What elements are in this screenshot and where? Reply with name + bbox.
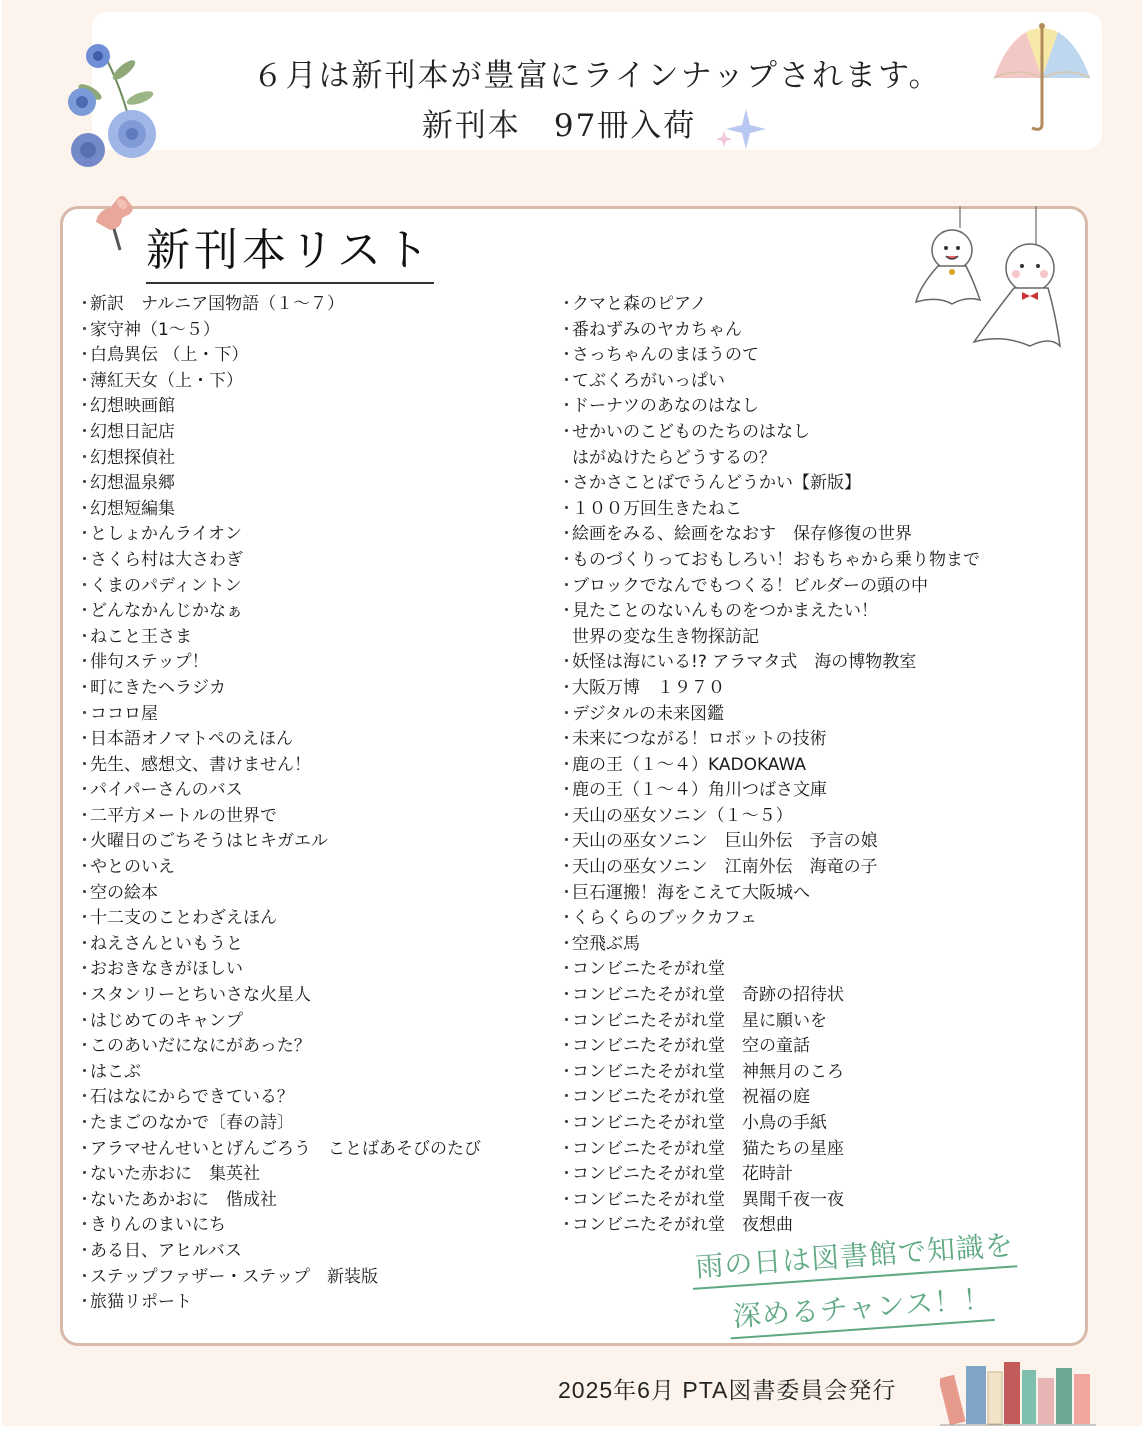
book-title: パイパーさんのバス [90,780,243,801]
issuer-footer: 2025年6月 PTA図書委員会発行 [558,1377,897,1403]
book-list-item [558,1111,1048,1137]
book-title: どんなかんじかなぁ [90,601,243,622]
list-bullet: ・ [76,1113,93,1133]
book-list-item [76,778,546,804]
book-list-item [558,522,1048,548]
book-list-item [558,1009,1048,1035]
book-title: コンビニたそがれ堂 異聞千夜一夜 [572,1189,844,1210]
book-list-item [76,1290,546,1316]
book-title: コンビニたそがれ堂 花時計 [572,1164,793,1185]
list-bullet: ・ [558,370,575,391]
book-title: 新訳 ナルニア国物語（１～７） [90,294,345,314]
book-title: コンビニたそがれ堂 小鳥の手紙 [572,1113,827,1133]
book-title: きりんのまいにち [90,1215,226,1236]
list-bullet: ・ [76,370,93,391]
book-title: コンビニたそがれ堂 猫たちの星座 [572,1138,844,1159]
book-title: ドーナツのあなのはなし [572,396,759,417]
book-title: はじめてのキャンプ [90,1010,243,1031]
book-title: スタンリーとちいさな火星人 [90,985,311,1006]
book-title: くらくらのブックカフェ [572,908,757,929]
book-title: ねえさんといもうと [90,933,243,954]
book-title: デジタルの未来図鑑 [572,703,724,724]
book-list-item [558,1085,1048,1111]
list-bullet: ・ [76,677,93,698]
list-bullet: ・ [76,498,93,519]
list-bullet: ・ [558,985,575,1006]
list-bullet: ・ [558,959,575,980]
list-bullet: ・ [558,933,575,954]
book-list-item [76,650,546,676]
book-title: 先生、感想文、書けません！ [90,754,311,775]
book-list-item [76,804,546,830]
book-list-item [558,471,1048,497]
umbrella-icon [986,14,1098,132]
book-list-item [558,1188,1048,1214]
book-list-item [558,292,1048,318]
book-list-item [76,1162,546,1188]
list-bullet: ・ [76,575,93,596]
book-title: 火曜日のごちそうはヒキガエル [90,831,328,852]
book-list-item [558,855,1048,881]
book-title: ないた赤おに 集英社 [90,1164,260,1185]
book-list-item [558,881,1048,907]
book-list-item [76,343,546,369]
list-bullet: ・ [76,1164,93,1185]
books-icon [940,1348,1096,1426]
list-bullet: ・ [558,1164,575,1185]
list-bullet: ・ [76,908,93,929]
list-bullet: ・ [558,1138,575,1159]
book-title: コンビニたそがれ堂 [572,959,725,980]
book-list-item [558,829,1048,855]
list-bullet: ・ [76,1010,93,1031]
book-title: ねこと王さま [90,626,192,647]
book-title: コンビニたそがれ堂 神無月のころ [572,1061,844,1082]
book-title: 旅猫リポート [90,1292,192,1313]
list-bullet: ・ [76,319,93,340]
book-title: 大阪万博 １９７０ [572,677,725,698]
book-list-item [558,1060,1048,1086]
book-title: 二平方メートルの世界で [90,805,277,826]
book-list-item [76,1034,546,1060]
book-list-item [558,727,1048,753]
book-list-item [558,599,1048,625]
list-bullet: ・ [76,524,93,545]
list-bullet: ・ [76,780,93,801]
book-list-item [76,753,546,779]
book-title: としょかんライオン [90,524,242,545]
list-bullet: ・ [76,703,93,724]
blue-flowers-icon [62,40,166,170]
list-bullet: ・ [76,294,93,314]
list-bullet: ・ [76,1061,93,1082]
book-list-item [76,1239,546,1265]
book-title: 世界の変な生き物探訪記 [572,626,759,647]
book-title: くまのパディントン [90,575,242,596]
book-title: おおきなきがほしい [90,959,243,980]
list-bullet: ・ [76,549,93,570]
list-bullet: ・ [76,345,93,366]
list-bullet: ・ [76,1266,93,1287]
book-title: 鹿の王（１～４）角川つばさ文庫 [572,780,827,801]
book-list-item [558,343,1048,369]
book-title: 空飛ぶ馬 [572,933,640,954]
book-title: ココロ屋 [90,703,158,724]
book-title: ものづくりっておもしろい！おもちゃから乗り物まで [572,549,980,570]
header-book-count [92,100,1102,151]
list-bullet: ・ [76,421,93,442]
book-list-item [76,625,546,651]
list-bullet: ・ [76,729,93,750]
book-title: クマと森のピアノ [572,294,707,314]
list-bullet: ・ [558,652,575,673]
book-list-item [76,676,546,702]
book-list-item [558,1162,1048,1188]
book-title: 薄紅天女（上・下） [90,370,243,391]
book-list-item [76,292,546,318]
book-title: ステップファザー・ステップ 新装版 [90,1266,378,1287]
book-list-item [76,932,546,958]
book-list-item [76,1188,546,1214]
list-bullet: ・ [76,1138,93,1159]
list-bullet: ・ [558,677,575,698]
book-title: 天山の巫女ソニン 巨山外伝 予言の娘 [572,831,878,852]
book-list-item [558,650,1048,676]
slogan-line-2: 深めるチャンス！！ [728,1277,996,1339]
book-title: 町にきたヘラジカ [90,677,226,698]
list-bullet: ・ [558,575,575,596]
list-bullet: ・ [558,345,575,366]
list-bullet: ・ [76,1189,93,1210]
book-list-item [558,983,1048,1009]
book-list-item [76,574,546,600]
list-bullet: ・ [558,1061,575,1082]
header-banner [92,12,1102,150]
list-bullet: ・ [558,601,575,622]
book-list-item [76,957,546,983]
book-title: コンビニたそがれ堂 祝福の庭 [572,1087,810,1108]
list-bullet: ・ [76,959,93,980]
book-title: はがぬけたらどうするの？ [572,447,776,468]
book-title: コンビニたそがれ堂 奇跡の招待状 [572,985,844,1006]
book-list-item [76,1060,546,1086]
book-title: このあいだになにがあった？ [90,1036,311,1057]
book-title: コンビニたそがれ堂 夜想曲 [572,1215,793,1236]
book-list-item [76,471,546,497]
list-bullet: ・ [558,805,575,826]
book-list-item [76,497,546,523]
list-bullet: ・ [558,396,575,417]
book-title: ないたあかおに 偕成社 [90,1189,277,1210]
list-bullet: ・ [558,754,575,775]
book-title: 絵画をみる、絵画をなおす 保存修復の世界 [572,524,912,545]
book-title: 幻想短編集 [90,498,175,519]
book-title: 幻想映画館 [90,396,175,417]
book-list-item [76,881,546,907]
book-list-item [76,906,546,932]
book-title: 幻想探偵社 [90,447,175,468]
list-bullet: ・ [76,857,93,878]
book-title: やとのいえ [90,857,175,878]
book-list-item [558,574,1048,600]
book-list-item [558,1034,1048,1060]
book-title: コンビニたそがれ堂 空の童話 [572,1036,810,1057]
book-title: 天山の巫女ソニン 江南外伝 海竜の子 [572,857,878,878]
book-list-item [76,369,546,395]
book-title: てぶくろがいっぱい [572,370,725,391]
book-title: 家守神（1～５） [90,319,220,340]
list-bullet: ・ [76,985,93,1006]
book-list-item [76,599,546,625]
book-title: 巨石運搬！海をこえて大阪城へ [572,882,810,903]
list-bullet: ・ [558,1010,575,1031]
list-bullet: ・ [558,294,575,314]
book-list-item [76,829,546,855]
book-list-item [558,394,1048,420]
book-title: 幻想日記店 [90,421,175,442]
list-bullet: ・ [76,933,93,954]
list-bullet: ・ [558,857,575,878]
book-list-item [76,1213,546,1239]
book-list-item [76,1009,546,1035]
book-list-item [558,369,1048,395]
book-title: さくら村は大さわぎ [90,549,243,570]
book-title: ブロックでなんでもつくる！ビルダーの頭の中 [572,575,928,596]
list-bullet: ・ [558,498,575,519]
book-title: 妖怪は海にいる!? アラマタ式 海の博物教室 [572,652,917,673]
list-bullet: ・ [558,908,575,929]
list-bullet: ・ [76,805,93,826]
list-bullet: ・ [558,319,575,340]
book-list-item [558,1137,1048,1163]
book-list-item [558,957,1048,983]
book-list-item [558,702,1048,728]
book-list-item [76,727,546,753]
list-bullet: ・ [76,831,93,852]
book-title: コンビニたそがれ堂 星に願いを [572,1010,827,1031]
list-bullet: ・ [558,729,575,750]
book-list-item [558,932,1048,958]
book-title: アラマせんせいとげんごろう ことばあそびのたび [90,1138,481,1159]
book-list-item [76,548,546,574]
book-list-item [558,446,1048,472]
list-bullet: ・ [558,549,575,570]
list-bullet: ・ [558,831,575,852]
list-bullet: ・ [558,882,575,903]
book-title: 幻想温泉郷 [90,473,175,494]
book-list-left-column [76,292,546,1316]
list-bullet: ・ [558,524,575,545]
book-title: 天山の巫女ソニン（１～５） [572,805,793,826]
list-bullet: ・ [558,1189,575,1210]
book-list-item [76,522,546,548]
book-title: 十二支のことわざえほん [90,908,277,929]
book-title: さっちゃんのまほうのて [572,345,759,366]
header-book-count-text: 新刊本 97冊入荷 [421,108,697,144]
book-title: 鹿の王（１～４）KADOKAWA [572,754,807,775]
book-title: たまごのなかで〔春の詩〕 [90,1113,294,1133]
book-list-item [558,676,1048,702]
list-bullet: ・ [76,396,93,417]
list-bullet: ・ [76,652,93,673]
list-bullet: ・ [76,1036,93,1057]
list-bullet: ・ [558,473,575,494]
book-list-item [76,446,546,472]
book-list-item [558,497,1048,523]
list-bullet: ・ [76,626,93,647]
list-bullet: ・ [76,1215,93,1236]
book-title: せかいのこどものたちのはなし [572,421,810,442]
book-list-item [76,318,546,344]
book-list-item [558,778,1048,804]
book-list-item [76,702,546,728]
list-bullet: ・ [76,754,93,775]
list-bullet: ・ [558,1087,575,1108]
list-bullet: ・ [558,1036,575,1057]
list-bullet: ・ [76,882,93,903]
book-list-item [558,625,1048,651]
list-bullet: ・ [558,1215,575,1236]
book-list-item [76,1265,546,1291]
list-bullet: ・ [76,1292,93,1313]
list-bullet: ・ [558,780,575,801]
list-bullet: ・ [558,1113,575,1133]
book-list-item [558,753,1048,779]
book-title: 俳句ステップ！ [90,652,209,673]
book-title: 白鳥異伝 （上・下） [90,345,249,366]
book-list-item [558,804,1048,830]
book-title: 日本語オノマトペのえほん [90,729,293,750]
list-bullet: ・ [76,473,93,494]
slogan-line-1: 雨の日は図書館で知識を [690,1223,1017,1290]
book-list-item [558,906,1048,932]
list-bullet: ・ [76,447,93,468]
list-bullet: ・ [76,1240,93,1261]
book-list-item [76,394,546,420]
book-list-item [76,983,546,1009]
book-list-item [76,1137,546,1163]
book-title: ある日、アヒルバス [90,1240,242,1261]
list-bullet: ・ [558,421,575,442]
book-list-item [76,1111,546,1137]
book-list-item [76,1085,546,1111]
book-list-item [558,548,1048,574]
list-bullet: ・ [76,1087,93,1108]
book-title: さかさことばでうんどうかい【新版】 [572,473,861,494]
book-title: 石はなにからできている？ [90,1087,294,1108]
book-title: 未来につながる！ロボットの技術 [572,729,827,750]
book-title: １００万回生きたねこ [572,498,742,519]
sparkle-icon [712,105,772,151]
book-title: はこぶ [90,1061,141,1082]
book-list-item [558,318,1048,344]
book-list-title: 新刊本リスト [146,214,434,284]
book-title: 空の絵本 [90,882,158,903]
list-bullet: ・ [558,703,575,724]
book-list-item [76,420,546,446]
list-bullet: ・ [76,601,93,622]
header-announcement: ６月は新刊本が豊富にラインナップされます。 [252,58,942,94]
book-title: 見たことのないんものをつかまえたい！ [572,601,878,622]
book-list-right-column [558,292,1048,1239]
book-title: 番ねずみのヤカちゃん [572,319,742,340]
book-list-item [558,420,1048,446]
book-list-item [76,855,546,881]
push-pin-icon [88,192,138,254]
